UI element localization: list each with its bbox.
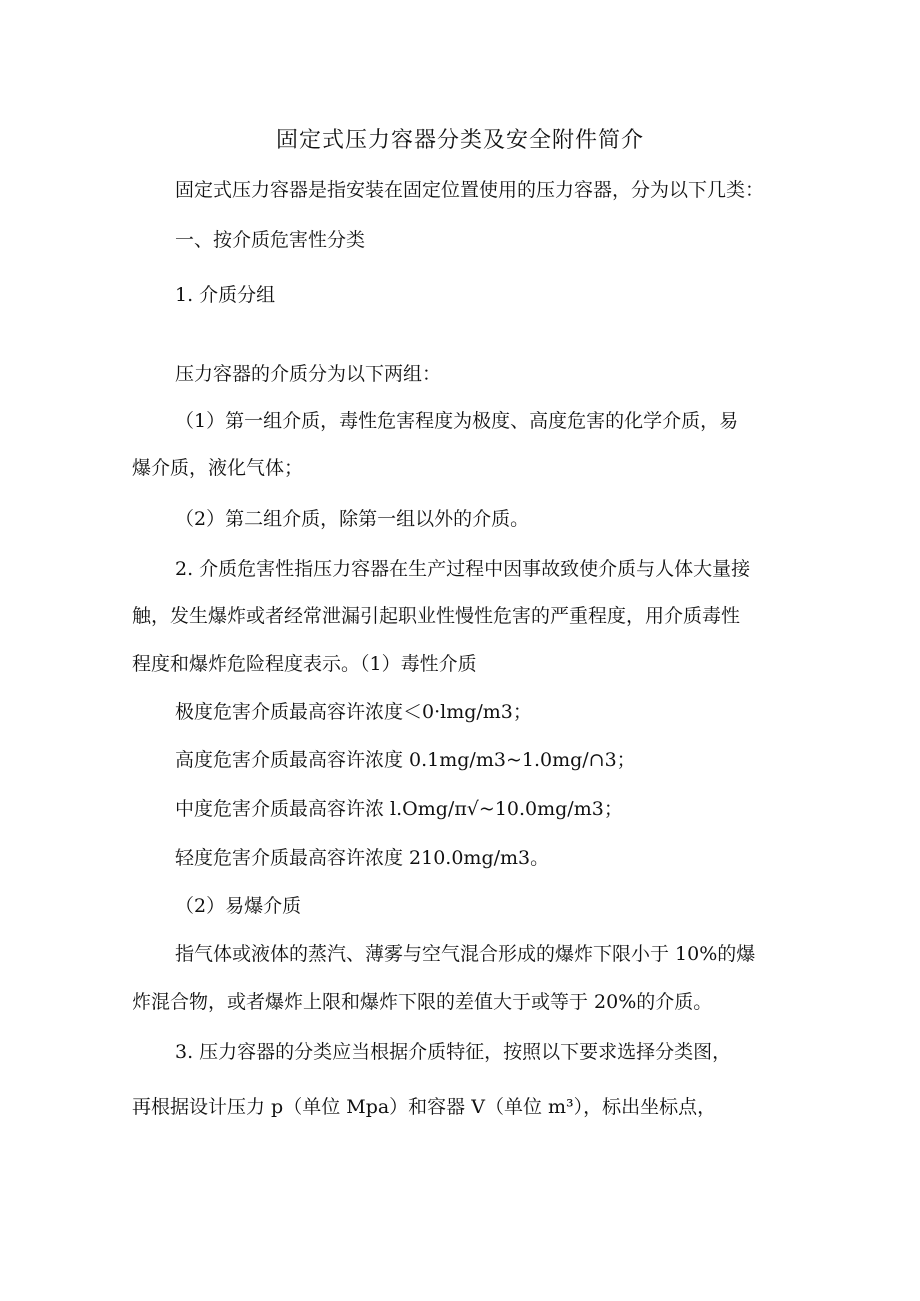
classification-line-1: 3. 压力容器的分类应当根据介质特征，按照以下要求选择分类图， — [175, 1041, 732, 1063]
explosive-definition-line-1: 指气体或液体的蒸汽、薄雾与空气混合形成的爆炸下限小于 10%的爆 — [175, 943, 756, 965]
hazard-definition-line-3: 程度和爆炸危险程度表示。（1）毒性介质 — [132, 653, 477, 675]
intro-paragraph: 固定式压力容器是指安装在固定位置使用的压力容器，分为以下几类： — [175, 179, 765, 201]
subsection-heading-medium-grouping: 1. 介质分组 — [175, 284, 276, 306]
hazard-definition-line-2: 触，发生爆炸或者经常泄漏引起职业性慢性危害的严重程度，用介质毒性 — [132, 605, 741, 627]
group-two-line: （2）第二组介质，除第一组以外的介质。 — [175, 508, 530, 530]
toxicity-extreme: 极度危害介质最高容许浓度＜0·lmg∕m3； — [175, 701, 532, 723]
toxicity-mild: 轻度危害介质最高容许浓度 210.0mg∕m3。 — [175, 847, 550, 869]
classification-line-2: 再根据设计压力 p（单位 Mpa）和容器 V（单位 m³），标出坐标点， — [132, 1096, 717, 1118]
toxicity-moderate: 中度危害介质最高容许浓 l.Omg∕π√~10.0mg∕m3； — [175, 798, 623, 820]
group-one-line-2: 爆介质，液化气体； — [132, 457, 304, 479]
explosive-heading: （2）易爆介质 — [175, 895, 302, 917]
toxicity-high: 高度危害介质最高容许浓度 0.1mg∕m3~1.0mg∕∩3； — [175, 749, 636, 771]
medium-groups-intro: 压力容器的介质分为以下两组： — [175, 363, 442, 385]
document-title: 固定式压力容器分类及安全附件简介 — [275, 128, 644, 153]
explosive-definition-line-2: 炸混合物，或者爆炸上限和爆炸下限的差值大于或等于 20%的介质。 — [132, 991, 713, 1013]
section-heading-1: 一、按介质危害性分类 — [175, 229, 366, 251]
hazard-definition-line-1: 2. 介质危害性指压力容器在生产过程中因事故致使介质与人体大量接 — [175, 558, 751, 580]
group-one-line-1: （1）第一组介质，毒性危害程度为极度、高度危害的化学介质，易 — [175, 410, 739, 432]
